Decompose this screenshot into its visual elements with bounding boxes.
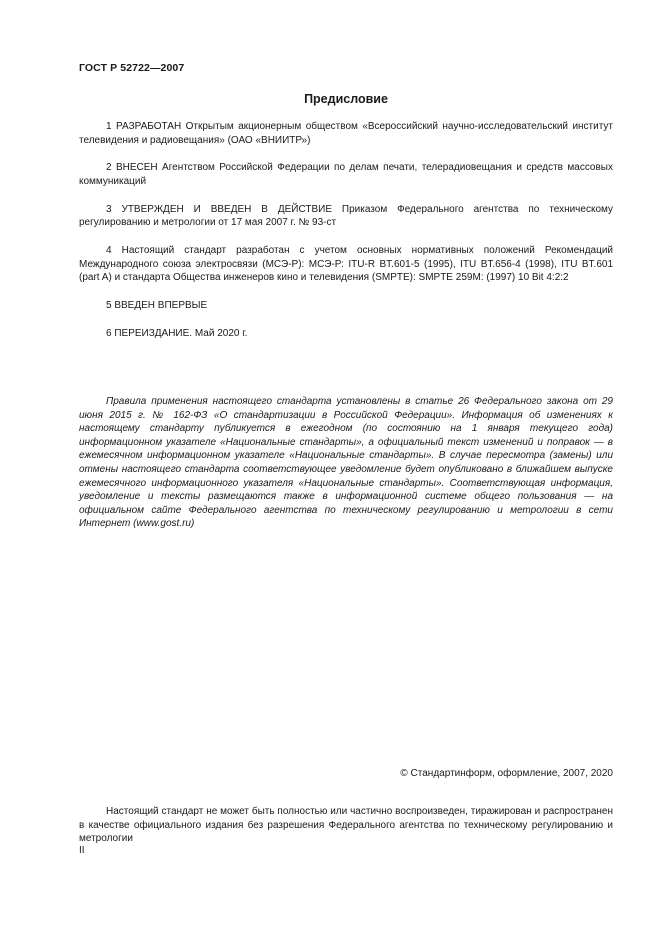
preface-item-3: 3 УТВЕРЖДЕН И ВВЕДЕН В ДЕЙСТВИЕ Приказом Федерального агентства по техническому регулированию и метрологии от 17 мая 2007 г. № 93-ст [79,203,613,229]
preface-item-4: 4 Настоящий стандарт разработан с учетом основных нормативных положений Рекомендаций Международного союза электросвязи (МСЭ-Р): МСЭ-Р: ITU-R BT.601-5 (1995), ITU BT.656-4 (1998), ITU BT.601 (part A) и стандарта Общества инженеров кино и телевидения (SMPTE): SMPTE 259M: (1997) 10 Bit 4:2:2 [79,245,613,284]
preface-item-6: 6 ПЕРЕИЗДАНИЕ. Май 2020 г. [106,327,248,339]
standard-application-notice: Правила применения настоящего стандарта установлены в статье 26 Федерального закона от 29 июня 2015 г. № 162-ФЗ «О стандартизации в Российской Федерации». Информация об изменениях к настоящему стандарту публикуется в ежегодном (по состоянию на 1 января текущего года) информационном указателе «Национальные стандарты», а официальный текст изменений и поправок — в ежемесячном информационном указателе «Национальные стандарты». В случае пересмотра (замены) или отмены настоящего стандарта соответствующее уведомление будет опубликовано в ближайшем выпуске ежемесячного информационного указателя «Национальные стандарты». Соответствующая информация, уведомление и тексты размещаются также в информационной системе общего пользования — на официальном сайте Федерального агентства по техническому регулированию и метрологии в сети Интернет (www.gost.ru) [79,396,613,530]
preface-item-1: 1 РАЗРАБОТАН Открытым акционерным обществом «Всероссийский научно-исследовательский институт телевидения и радиовещания» (ОАО «ВНИИТР») [79,121,613,146]
copyright-line: © Стандартинформ, оформление, 2007, 2020 [400,768,613,779]
preface-items [79,120,613,355]
preface-item-5: 5 ВВЕДЕН ВПЕРВЫЕ [106,300,208,312]
preface-item-2: 2 ВНЕСЕН Агентством Российской Федерации по делам печати, телерадиовещания и средств массовых коммуникаций [79,162,613,187]
section-title: Предисловие [304,92,388,106]
document-code: ГОСТ Р 52722—2007 [79,62,185,74]
page-number: II [79,845,85,856]
reproduction-notice: Настоящий стандарт не может быть полностью или частично воспроизведен, тиражирован и распространен в качестве официального издания без разрешения Федерального агентства по техническому регулированию и метрологии [79,806,613,845]
